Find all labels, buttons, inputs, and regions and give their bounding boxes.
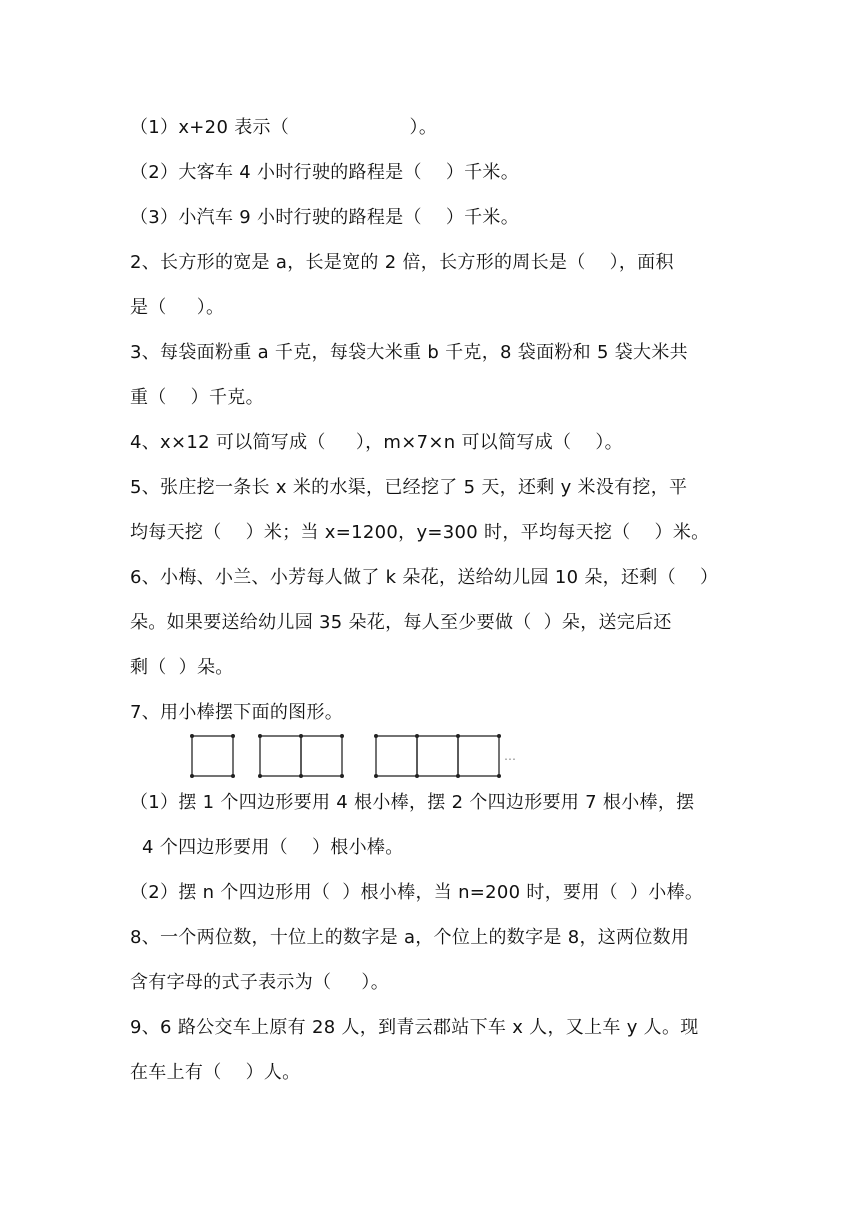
problem-4-line-1: 4、x×12 可以简写成（ ），m×7×n 可以简写成（ ）。 bbox=[130, 432, 623, 453]
problem-2-line-2: 是（ ）。 bbox=[130, 297, 225, 318]
stick-square-3a bbox=[376, 736, 417, 776]
problem-3-line-1: 3、每袋面粉重 a 千克，每袋大米重 b 千克，8 袋面粉和 5 袋大米共 bbox=[130, 342, 688, 363]
figure-ellipsis: … bbox=[504, 749, 516, 763]
stick-square-3b bbox=[417, 736, 458, 776]
problem-3-line-2: 重（ ）千克。 bbox=[130, 387, 264, 408]
problem-9-line-1: 9、6 路公交车上原有 28 人，到青云郡站下车 x 人，又上车 y 人。现 bbox=[130, 1017, 699, 1038]
problem-5-line-1: 5、张庄挖一条长 x 米的水渠，已经挖了 5 天，还剩 y 米没有挖，平 bbox=[130, 477, 688, 498]
problem-7-line-2: （1）摆 1 个四边形要用 4 根小棒，摆 2 个四边形要用 7 根小棒，摆 bbox=[130, 792, 695, 813]
problem-line-1-2: （2）大客车 4 小时行驶的路程是（ ）千米。 bbox=[130, 162, 520, 183]
problem-7-line-3: 4 个四边形要用（ ）根小棒。 bbox=[130, 837, 404, 858]
problem-8-line-1: 8、一个两位数，十位上的数字是 a，个位上的数字是 8，这两位数用 bbox=[130, 927, 690, 948]
problem-6-line-2: 朵。如果要送给幼儿园 35 朵花，每人至少要做（ ）朵，送完后还 bbox=[130, 612, 672, 633]
problem-line-1-3: （3）小汽车 9 小时行驶的路程是（ ）千米。 bbox=[130, 207, 520, 228]
problem-2-line-1: 2、长方形的宽是 a，长是宽的 2 倍，长方形的周长是（ ），面积 bbox=[130, 252, 674, 273]
problem-5-line-2: 均每天挖（ ）米；当 x=1200，y=300 时，平均每天挖（ ）米。 bbox=[130, 522, 710, 543]
stick-square-1 bbox=[192, 736, 233, 776]
problem-9-line-2: 在车上有（ ）人。 bbox=[130, 1062, 301, 1083]
stick-figure bbox=[186, 732, 526, 784]
problem-7-line-4: （2）摆 n 个四边形用（ ）根小棒，当 n=200 时，要用（ ）小棒。 bbox=[130, 882, 704, 903]
stick-square-3c bbox=[458, 736, 499, 776]
problem-6-line-3: 剩（ ）朵。 bbox=[130, 657, 234, 678]
stick-square-2a bbox=[260, 736, 301, 776]
problem-8-line-2: 含有字母的式子表示为（ ）。 bbox=[130, 972, 390, 993]
stick-square-2b bbox=[301, 736, 342, 776]
problem-line-1-1: （1）x+20 表示（ ）。 bbox=[130, 117, 438, 138]
problem-6-line-1: 6、小梅、小兰、小芳每人做了 k 朵花，送给幼儿园 10 朵，还剩（ ） bbox=[130, 567, 719, 588]
problem-7-line-1: 7、用小棒摆下面的图形。 bbox=[130, 702, 344, 723]
